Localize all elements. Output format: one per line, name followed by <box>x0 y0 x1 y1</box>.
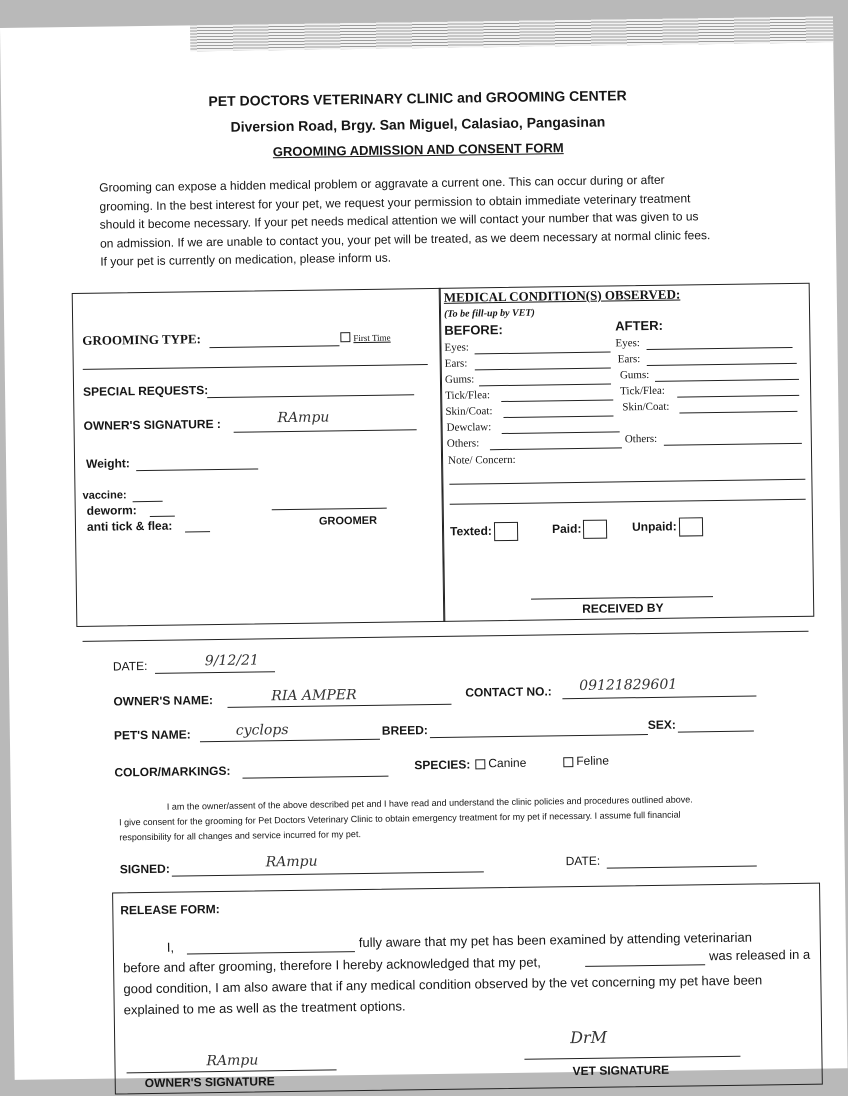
form-page <box>0 16 848 1091</box>
groomer-label: GROOMER <box>318 514 378 528</box>
intro-line: If your pet is currently on medication, please inform us. <box>100 250 392 269</box>
release-vet-handwriting: DrM <box>570 1027 608 1048</box>
after-heading: AFTER: <box>615 317 663 334</box>
after-gums-label: Gums: <box>619 368 650 382</box>
paid-label: Paid: <box>551 521 582 537</box>
date-handwriting: 9/12/21 <box>204 652 259 670</box>
canine-label: Canine <box>488 755 527 771</box>
consent-line: I give consent for the grooming for Pet Doctors Veterinary Clinic to obtain emergency treatment for my pet if necessary. I assume full financial <box>119 809 681 828</box>
owner-name-label: OWNER'S NAME: <box>113 693 214 709</box>
contact-field[interactable] <box>562 696 756 700</box>
release-line: before and after grooming, therefore I hereby acknowledged that my pet, <box>123 954 541 976</box>
paid-checkbox[interactable] <box>583 520 607 539</box>
texted-checkbox[interactable] <box>494 522 518 541</box>
clinic-address: Diversion Road, Brgy. San Miguel, Calasiao, Pangasinan <box>230 113 606 135</box>
canine-option[interactable] <box>475 756 526 771</box>
before-eyes-label: Eyes: <box>444 341 470 354</box>
sex-field[interactable] <box>678 731 754 733</box>
texted-option[interactable] <box>450 522 518 542</box>
anti-tick-flea-label: anti tick & flea: <box>86 518 173 534</box>
date-label: DATE: <box>112 659 148 674</box>
form-title: GROOMING ADMISSION AND CONSENT FORM <box>272 140 564 160</box>
paid-option[interactable] <box>552 520 608 540</box>
intro-line: on admission. If we are unable to contact you, your pet will be treated, as we deem necessary at normal clinic fees. <box>99 227 711 251</box>
first-time-option[interactable] <box>340 328 391 347</box>
intro-line: should it become necessary. If your pet needs medical attention we will contact your number that was given to us <box>99 209 699 232</box>
after-skin-coat-label: Skin/Coat: <box>622 400 670 414</box>
vaccine-label: vaccine: <box>82 489 127 502</box>
signed-label: SIGNED: <box>119 861 170 877</box>
release-line <box>167 940 174 955</box>
pet-name-label: PET'S NAME: <box>113 727 191 743</box>
before-dewclaw-label: Dewclaw: <box>446 421 492 434</box>
stacked-page-edges <box>190 16 833 51</box>
breed-label: BREED: <box>381 723 428 738</box>
note-concern-label: Note/ Concern: <box>448 453 516 467</box>
feline-checkbox[interactable] <box>563 757 573 767</box>
feline-label: Feline <box>576 753 610 769</box>
signed-date-field[interactable] <box>607 866 757 869</box>
color-markings-label: COLOR/MARKINGS: <box>114 763 231 780</box>
intro-line: grooming. In the best interest for your pet, we request your permission to obtain immediate veterinary treatment <box>99 190 691 214</box>
clinic-name: PET DOCTORS VETERINARY CLINIC and GROOMING CENTER <box>208 87 627 110</box>
sex-label: SEX: <box>647 717 676 733</box>
unpaid-label: Unpaid: <box>631 519 677 534</box>
intro-line: Grooming can expose a hidden medical problem or aggravate a current one. This can occur during or after <box>99 172 665 195</box>
contact-handwriting: 09121829601 <box>579 676 678 694</box>
signed-handwriting: RAmpu <box>265 853 318 871</box>
release-owner-handwriting: RAmpu <box>206 1052 259 1070</box>
grooming-type-label: GROOMING TYPE: <box>82 331 202 348</box>
before-gums-label: Gums: <box>444 373 475 386</box>
weight-label: Weight: <box>85 456 130 471</box>
species-label: SPECIES: <box>414 757 471 773</box>
medical-condition-title: MEDICAL CONDITION(S) OBSERVED: <box>443 286 681 305</box>
after-tick-flea-label: Tick/Flea: <box>620 384 666 398</box>
before-others-label: Others: <box>446 437 480 450</box>
owner-name-handwriting: RIA AMPER <box>271 687 357 705</box>
date-field[interactable] <box>155 671 275 674</box>
owner-signature-handwriting: RAmpu <box>277 409 330 427</box>
pet-name-handwriting: cyclops <box>235 722 289 739</box>
received-by-label: RECEIVED BY <box>582 600 664 616</box>
release-owner-signature-label: OWNER'S SIGNATURE <box>144 1074 275 1091</box>
release-line: good condition, I am also aware that if any medical condition observed by the vet concerning my pet have been <box>123 972 763 997</box>
pet-name-field[interactable] <box>200 739 380 743</box>
after-others-label: Others: <box>624 432 658 446</box>
special-requests-label: SPECIAL REQUESTS: <box>82 383 209 399</box>
after-ears-label: Ears: <box>617 353 641 366</box>
canine-checkbox[interactable] <box>475 759 485 769</box>
release-line: explained to me as well as the treatment options. <box>123 998 406 1018</box>
release-line: was released in a <box>708 946 811 964</box>
release-form-title: RELEASE FORM: <box>120 902 220 918</box>
first-time-label: First Time <box>353 332 391 344</box>
unpaid-option[interactable] <box>632 517 703 537</box>
texted-label: Texted: <box>449 523 492 539</box>
consent-line: I am the owner/assent of the above described pet and I have read and understand the clinic policies and procedures outlined above. <box>166 794 693 812</box>
deworm-label: deworm: <box>86 503 137 518</box>
before-skin-coat-label: Skin/Coat: <box>445 405 493 418</box>
owner-signature-label: OWNER'S SIGNATURE : <box>83 416 221 433</box>
section-divider <box>83 631 809 642</box>
consent-line: responsibility for all changes and service incurred for my pet. <box>119 829 361 843</box>
owner-name-field[interactable] <box>228 704 452 708</box>
release-vet-signature-label: VET SIGNATURE <box>572 1062 670 1079</box>
breed-field[interactable] <box>430 734 648 738</box>
vet-note: (To be fill-up by VET) <box>443 307 535 320</box>
after-eyes-label: Eyes: <box>615 337 640 350</box>
before-ears-label: Ears: <box>444 357 468 370</box>
unpaid-checkbox[interactable] <box>679 517 703 536</box>
before-heading: BEFORE: <box>444 322 503 338</box>
signed-field[interactable] <box>172 871 484 876</box>
contact-label: CONTACT NO.: <box>465 684 552 700</box>
first-time-checkbox[interactable] <box>340 332 350 342</box>
intro-paragraph <box>99 170 711 271</box>
release-i: I, <box>166 939 175 955</box>
color-markings-field[interactable] <box>242 776 388 779</box>
before-tick-flea-label: Tick/Flea: <box>445 389 491 402</box>
signed-date-label: DATE: <box>565 853 601 869</box>
feline-option[interactable] <box>563 754 609 769</box>
release-line: fully aware that my pet has been examined by attending veterinarian <box>358 929 752 951</box>
